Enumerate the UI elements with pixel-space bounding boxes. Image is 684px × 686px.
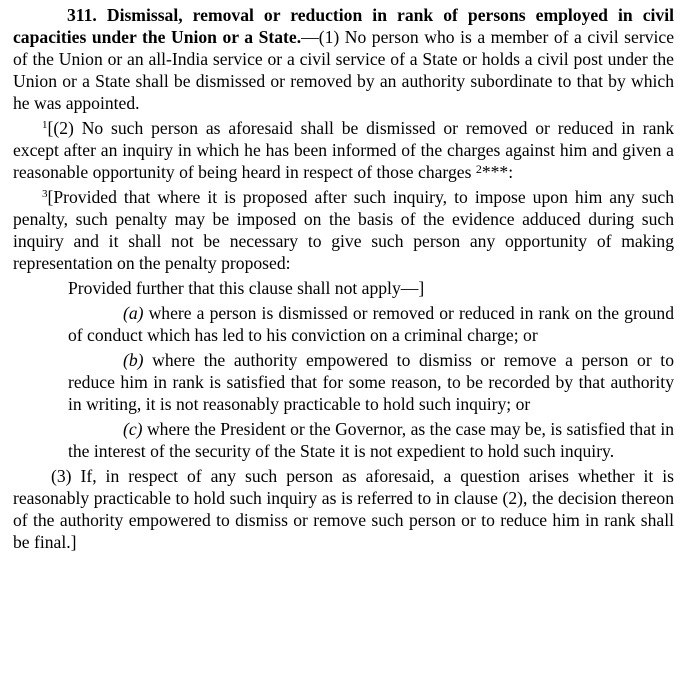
footnote-marker-2: 2: [475, 162, 482, 176]
clause-3-text: (3) If, in respect of any such person as aforesaid, a question arises whether it is reasonably practicable to hold such inquiry as is referred to in clause (2), the decision thereon of the authority empowered to dismiss or remove such person or to reduce him in rank shall be final.]: [13, 466, 674, 552]
sub-clause-b-label: (b): [123, 350, 144, 370]
clause-1-text: —(1) No person who is a member of a civil service of the Union or an all-India service or a civil service of a State or holds a civil post under the Union or a State shall be dismissed or removed by an authority subordinate to that by which he was appointed.: [13, 27, 674, 113]
article-311-clause-3: [13, 465, 674, 553]
sub-clause-c-label: (c): [123, 419, 143, 439]
sub-clause-b-text: where the authority empowered to dismiss or remove a person or to reduce him in rank is satisfied that for some reason, to be recorded by that authority in writing, it is not reasonably practicable to hold such inquiry; or: [68, 350, 674, 414]
clause-2-text: [(2) No such person as aforesaid shall be dismissed or removed or reduced in rank except after an inquiry in which he has been informed of the charges against him and given a reasonable opportunity of being heard in respect of those charges: [13, 118, 674, 182]
footnote-marker-1: 1: [42, 119, 48, 131]
sub-clause-a-label: (a): [123, 303, 144, 323]
article-311-clause-1: [13, 4, 674, 114]
omission-marker: ***:: [481, 162, 514, 182]
footnote-marker-3: 3: [42, 188, 48, 200]
sub-clause-b: [13, 349, 674, 415]
sub-clause-c: [13, 418, 674, 462]
first-proviso-text: [Provided that where it is proposed after such inquiry, to impose upon him any such penalty, such penalty may be imposed on the basis of the evidence adduced during such inquiry and it shall not be necessary to give such person any opportunity of making representation on the penalty proposed:: [13, 187, 674, 273]
second-proviso-text: Provided further that this clause shall not apply—]: [68, 278, 425, 298]
article-311-clause-2: [13, 117, 674, 183]
sub-clause-a-text: where a person is dismissed or removed or reduced in rank on the ground of conduct which has led to his conviction on a criminal charge; or: [68, 303, 674, 345]
sub-clause-c-text: where the President or the Governor, as the case may be, is satisfied that in the interest of the security of the State it is not expedient to hold such inquiry.: [68, 419, 674, 461]
first-proviso: [13, 186, 674, 274]
second-proviso: [13, 277, 674, 299]
sub-clause-a: [13, 302, 674, 346]
article-heading: 311. Dismissal, removal or reduction in rank of persons employed in civil capacities under the Union or a State.: [13, 5, 674, 47]
